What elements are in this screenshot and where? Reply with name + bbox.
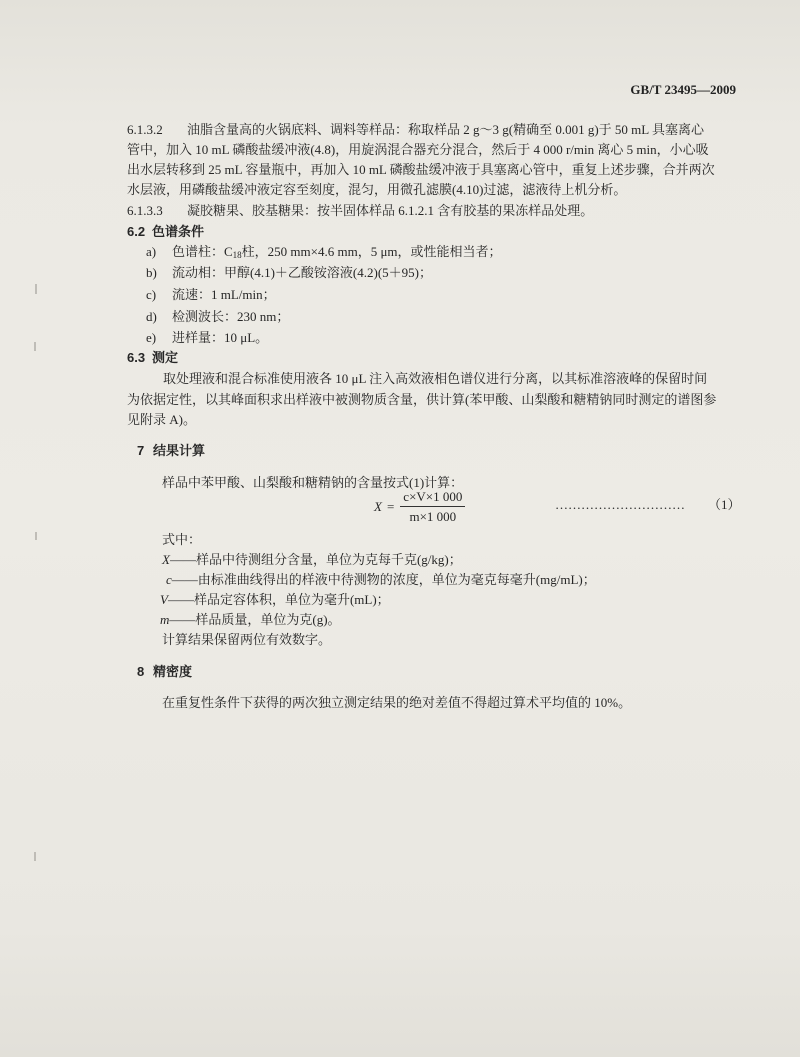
result-note: 计算结果保留两位有效数字。: [162, 632, 332, 647]
list-item-label: b): [146, 265, 157, 280]
definition-text: ——样品质量，单位为克(g)。: [169, 612, 341, 627]
where-label: 式中：: [162, 532, 202, 547]
list-item-a: [146, 244, 502, 260]
clause-text: 凝胶糖果、胶基糖果：按半固体样品 6.1.2.1 含有胶基的果冻样品处理。: [187, 203, 594, 218]
section-heading-6-2: [127, 224, 204, 240]
clause-text: 油脂含量高的火锅底料、调料等样品：称取样品 2 g～3 g(精确至 0.001 g)于 50 mL 具塞离心: [187, 122, 704, 137]
definition-v: [160, 592, 390, 608]
list-item-label: c): [146, 287, 157, 302]
formula-lhs: X: [374, 499, 382, 514]
section-title: 测定: [152, 350, 179, 365]
variable-symbol: V: [160, 592, 168, 607]
paragraph-6-3-line-3: 见附录 A)。: [127, 412, 196, 427]
clause-6-1-3-2-line-1: [127, 122, 704, 138]
definition-x: [162, 552, 462, 568]
list-item-text: 进样量：10 μL。: [172, 330, 269, 345]
paragraph-6-3-line-2: 为依据定性，以其峰面积求出样液中被测物质含量，供计算(苯甲酸、山梨酸和糖精钠同时测定的谱图参: [127, 392, 717, 407]
clause-6-1-3-2-line-3: 出水层转移到 25 mL 容量瓶中，再加入 10 mL 磷酸盐缓冲液于具塞离心管中，重复上述步骤，合并两次: [127, 162, 715, 177]
scan-mark: [34, 852, 36, 861]
formula-denominator: m×1 000: [409, 509, 457, 524]
definition-text: ——由标准曲线得出的样液中待测物的浓度，单位为毫克每毫升(mg/mL)；: [171, 572, 596, 587]
clause-6-1-3-2-line-2: 管中，加入 10 mL 磷酸盐缓冲液(4.8)，用旋涡混合器充分混合，然后于 4 000 r/min 离心 5 min，小心吸: [127, 142, 709, 157]
formula-leader-dots: …………………………: [555, 497, 685, 512]
formula-numerator: c×V×1 000: [400, 489, 465, 507]
list-item-text: 流动相：甲醇(4.1)＋乙酸铵溶液(4.2)(5＋95)；: [172, 265, 432, 280]
list-item-text: 流速：1 mL/min；: [172, 287, 276, 302]
list-item-text: 色谱柱：C: [172, 244, 233, 259]
section-title: 色谱条件: [152, 224, 205, 239]
section-title: 精密度: [153, 664, 193, 679]
list-item-b: [146, 265, 432, 281]
definition-c: [166, 572, 596, 588]
formula-intro: 样品中苯甲酸、山梨酸和糖精钠的含量按式(1)计算：: [162, 475, 464, 490]
equation-number: （1）: [708, 497, 741, 512]
definition-m: [160, 612, 341, 628]
list-item-text: 检测波长：230 nm；: [172, 309, 290, 324]
precision-text: 在重复性条件下获得的两次独立测定结果的绝对差值不得超过算术平均值的 10%。: [162, 695, 632, 710]
section-title: 结果计算: [153, 443, 206, 458]
subscript: 18: [232, 250, 242, 260]
standard-code-header: GB/T 23495—2009: [630, 82, 736, 97]
list-item-label: e): [146, 330, 157, 345]
scan-mark: [35, 532, 37, 540]
clause-6-1-3-3: [127, 203, 593, 219]
clause-number: 6.1.3.3: [127, 203, 163, 218]
definition-text: ——样品中待测组分含量，单位为克每千克(g/kg)；: [169, 552, 462, 567]
formula-fraction: [400, 489, 465, 524]
section-number: 8: [137, 664, 145, 679]
formula-equals: =: [386, 499, 395, 514]
list-item-label: a): [146, 244, 157, 259]
formula-1: [374, 489, 465, 524]
clause-6-1-3-2-line-4: 水层液，用磷酸盐缓冲液定容至刻度，混匀，用微孔滤膜(4.10)过滤，滤液待上机分析。: [127, 182, 627, 197]
section-number: 7: [137, 443, 145, 458]
scan-mark: [35, 284, 37, 294]
list-item-label: d): [146, 309, 157, 324]
variable-symbol: m: [160, 612, 170, 627]
list-item-e: [146, 330, 268, 346]
section-heading-8: [137, 664, 192, 680]
paragraph-6-3-line-1: 取处理液和混合标准使用液各 10 μL 注入高效液相色谱仪进行分离，以其标准溶液峰的保留时间: [163, 371, 708, 386]
scan-mark: [34, 342, 36, 351]
list-item-d: [146, 309, 289, 325]
section-heading-6-3: [127, 350, 178, 366]
list-item-c: [146, 287, 276, 303]
section-heading-7: [137, 443, 205, 459]
list-item-text: 柱，250 mm×4.6 mm，5 μm，或性能相当者；: [241, 244, 502, 259]
section-number: 6.3: [127, 350, 146, 365]
variable-symbol: c: [166, 572, 172, 587]
variable-symbol: X: [162, 552, 170, 567]
definition-text: ——样品定容体积，单位为毫升(mL)；: [167, 592, 390, 607]
section-number: 6.2: [127, 224, 146, 239]
clause-number: 6.1.3.2: [127, 122, 163, 137]
